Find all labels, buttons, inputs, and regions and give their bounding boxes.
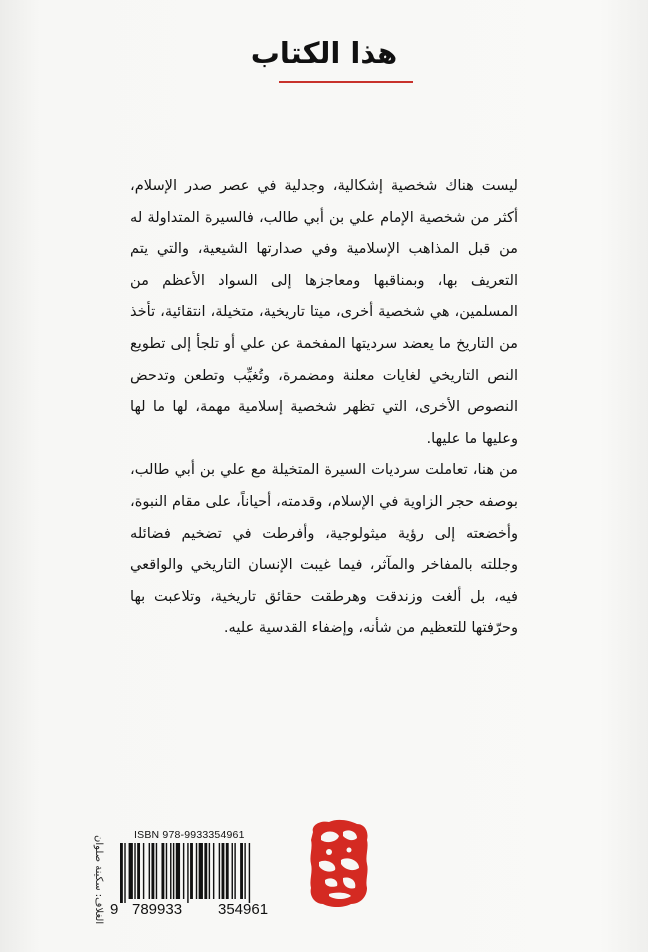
barcode-left-digits: 789933 bbox=[132, 901, 183, 918]
barcode-bar bbox=[219, 843, 220, 899]
barcode-bar bbox=[213, 843, 214, 899]
barcode-bar bbox=[151, 843, 154, 899]
barcode-bar bbox=[226, 843, 229, 899]
barcode-bar bbox=[129, 843, 133, 899]
barcode-bar bbox=[232, 843, 233, 899]
blurb-paragraph-2: من هنا، تعاملت سرديات السيرة المتخيلة مع علي بن أبي طالب، بوصفه حجر الزاوية في الإسلام، وقدمته، أحياناً، على مقام النبوة، وأخضعته إلى رؤية ميثولوجية، وأفرطت في تضخيم فضائله وجللته بالمفاخر والمآثر، فيما غيبت الإنسان التاريخي والواقعي فيه، بل ألغت وزندقت وهرطقت حقائق تاريخية، وتلاعبت بها وحرّفتها للتعظيم من شأنه، وإضفاء القدسية عليه. bbox=[130, 461, 518, 637]
barcode-bar bbox=[134, 843, 135, 899]
barcode-bar bbox=[204, 843, 207, 899]
barcode-bar bbox=[170, 843, 171, 899]
barcode-bar bbox=[222, 843, 225, 899]
barcode-bar bbox=[173, 843, 174, 899]
barcode-right-digits: 354961 bbox=[218, 901, 269, 918]
barcode-bar bbox=[161, 843, 164, 899]
barcode-bar bbox=[120, 843, 123, 903]
barcode-bar bbox=[183, 843, 184, 899]
barcode-bar bbox=[187, 843, 188, 903]
title-underline bbox=[279, 81, 413, 83]
cover-designer-credit: الغلاف: سكينة صلوان bbox=[93, 834, 104, 924]
barcode-bar bbox=[176, 843, 180, 899]
publisher-logo-icon bbox=[307, 818, 371, 908]
barcode-bar bbox=[124, 843, 125, 903]
barcode-bar bbox=[244, 843, 245, 899]
barcode-bar bbox=[166, 843, 167, 899]
isbn-number: ISBN 978-9933354961 bbox=[134, 829, 245, 841]
barcode-bar bbox=[209, 843, 210, 899]
barcode-bar bbox=[249, 843, 250, 903]
barcode-bar bbox=[199, 843, 203, 899]
blurb-text bbox=[130, 170, 518, 644]
barcode-bar bbox=[137, 843, 140, 899]
barcode-bar bbox=[196, 843, 197, 899]
barcode-bar bbox=[143, 843, 144, 899]
barcode-bar bbox=[240, 843, 243, 899]
barcode-bars bbox=[110, 843, 300, 903]
barcode-first-digit: 9 bbox=[110, 901, 119, 918]
barcode-digits bbox=[110, 901, 300, 919]
blurb-paragraph-1: ليست هناك شخصية إشكالية، وجدلية في عصر صدر الإسلام، أكثر من شخصية الإمام علي بن أبي طالب، فالسيرة المتداولة له من قبل المذاهب الإسلامية وفي صدارتها الشيعية، والتي يتم التعريف بها، وبمناقبها ومعاجزها إلى السواد الأعظم من المسلمين، هي شخصية أخرى، ميتا تاريخية، متخيلة، انتقائية، تأخذ من التاريخ ما يعضد سرديتها المفخمة عن علي أو تلجأ إلى تطويع النص التاريخي لغايات معلنة ومضمرة، وتُغيِّب وتطعن وتدحض النصوص الأخرى، التي تظهر شخصية إسلامية مهمة، لها ما لها وعليها ما عليها. bbox=[130, 177, 518, 447]
book-section-title: هذا الكتاب bbox=[250, 36, 398, 70]
barcode-bar bbox=[149, 843, 150, 899]
barcode-bar bbox=[156, 843, 157, 899]
barcode-bar bbox=[234, 843, 235, 899]
isbn-barcode bbox=[110, 829, 300, 921]
barcode-bar bbox=[190, 843, 193, 899]
